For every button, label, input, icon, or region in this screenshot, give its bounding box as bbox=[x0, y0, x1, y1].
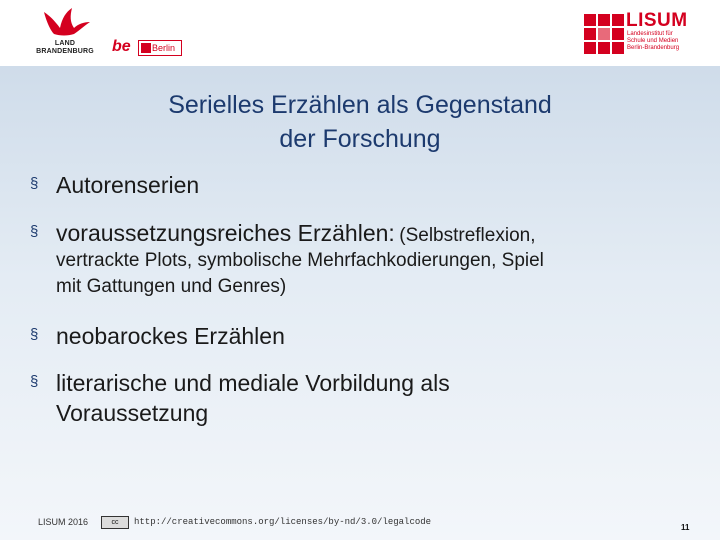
bullet-marker-icon: § bbox=[30, 326, 39, 343]
lisum-logo bbox=[584, 10, 696, 56]
bullet-detail-line: mit Gattungen und Genres) bbox=[56, 276, 287, 297]
brandenburg-logo bbox=[30, 6, 100, 60]
berlin-bar-icon bbox=[141, 43, 151, 53]
slide-header bbox=[0, 0, 720, 66]
eagle-icon bbox=[30, 6, 100, 40]
bullet-text: neobarockes Erzählen bbox=[56, 323, 285, 349]
be-berlin-logo bbox=[112, 38, 192, 56]
slide-title-line: Serielles Erzählen als Gegenstand bbox=[168, 91, 552, 119]
bullet-marker-icon: § bbox=[30, 223, 39, 240]
footer-org-year: LISUM 2016 bbox=[38, 517, 89, 527]
slide-footer bbox=[0, 512, 720, 536]
bullet-detail-line: vertrackte Plots, symbolische Mehrfachkodierungen, Spiel bbox=[56, 250, 544, 271]
berlin-box bbox=[138, 40, 182, 56]
berlin-word: Berlin bbox=[152, 43, 176, 53]
lisum-grid-icon bbox=[584, 14, 624, 54]
bullet-text-line: literarische und mediale Vorbildung als bbox=[56, 370, 450, 396]
license-link[interactable]: http://creativecommons.org/licenses/by-nd/3.0/legalcode bbox=[134, 517, 432, 527]
lisum-subtitle-line: Schule und Medien bbox=[627, 38, 679, 44]
brandenburg-line2: BRANDENBURG bbox=[36, 48, 94, 55]
brandenburg-wordmark bbox=[30, 40, 100, 56]
bullet-marker-icon: § bbox=[30, 373, 39, 390]
lisum-subtitle-line: Landesinstitut für bbox=[627, 31, 673, 37]
lisum-subtitle-line: Berlin-Brandenburg bbox=[627, 45, 680, 51]
page-number: 11 bbox=[681, 523, 690, 532]
bullet-detail-start: (Selbstreflexion, bbox=[399, 225, 536, 246]
slide-title bbox=[40, 88, 680, 156]
bullet-text: Autorenserien bbox=[56, 172, 200, 198]
brandenburg-line1: LAND bbox=[54, 40, 76, 47]
bullet-marker-icon: § bbox=[30, 175, 39, 192]
bullet-text: voraussetzungsreiches Erzählen: bbox=[56, 220, 395, 246]
bullet-text-line: Voraussetzung bbox=[56, 400, 209, 426]
bullet-text-block bbox=[56, 218, 696, 300]
bullet-text-block bbox=[56, 368, 696, 428]
lisum-subtitle bbox=[627, 31, 697, 52]
be-prefix: be bbox=[112, 38, 131, 55]
slide-title-line: der Forschung bbox=[279, 125, 441, 153]
creative-commons-icon: cc bbox=[101, 516, 129, 529]
lisum-wordmark: LISUM bbox=[626, 10, 688, 31]
